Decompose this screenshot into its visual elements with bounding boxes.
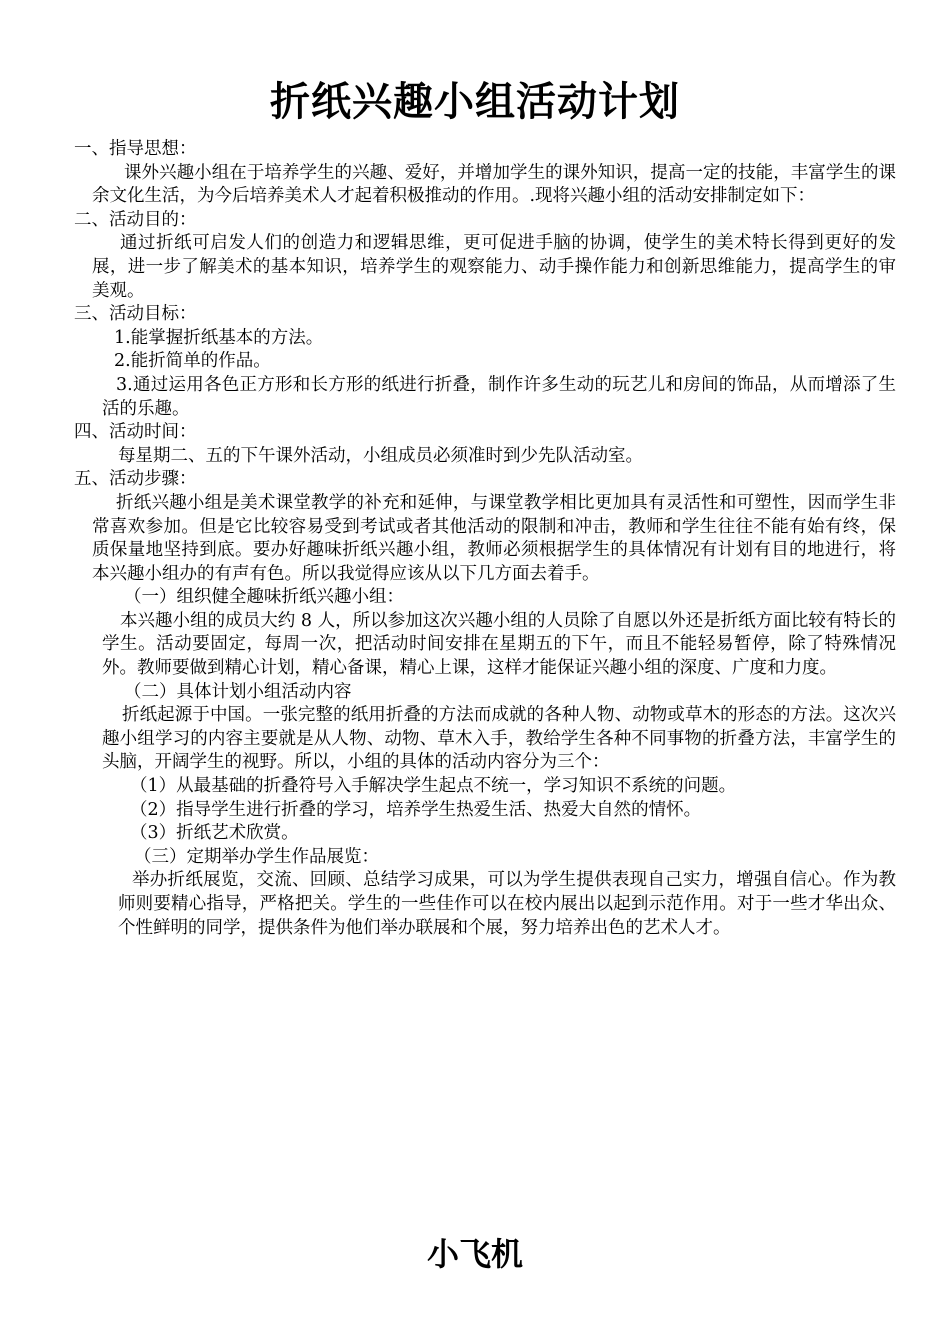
- goal-item-1: 1.能掌握折纸基本的方法。: [114, 327, 324, 348]
- section-heading-goals: 三、活动目标：: [74, 304, 197, 325]
- section-heading-steps: 五、活动步骤：: [74, 469, 197, 490]
- section-heading-guiding-idea: 一、指导思想：: [74, 139, 197, 159]
- goal-item-3: 3.通过运用各色正方形和长方形的纸进行折叠，制作许多生动的玩艺儿和房间的饰品，从而增添了生活的乐趣。: [102, 374, 896, 419]
- section-text-time: 每星期二、五的下午课外活动，小组成员必须准时到少先队活动室。: [118, 445, 643, 466]
- subsection-heading-organize: （一）组织健全趣味折纸兴趣小组：: [124, 587, 404, 608]
- subsection-heading-content: （二）具体计划小组活动内容: [124, 681, 352, 702]
- section-heading-time: 四、活动时间：: [74, 422, 197, 443]
- section-heading-purpose: 二、活动目的：: [74, 209, 197, 230]
- content-item-1: （1）从最基础的折叠符号入手解决学生起点不统一，学习知识不系统的问题。: [130, 776, 737, 797]
- document-title: 折纸兴趣小组活动计划: [270, 79, 680, 125]
- goal-item-2: 2.能折简单的作品。: [114, 351, 271, 372]
- subsection-text-content: 折纸起源于中国。一张完整的纸用折叠的方法而成就的各种人物、动物或草木的形态的方法。这次兴趣小组学习的内容主要就是从人物、动物、草木入手，教给学生各种不同事物的折叠方法，丰富学生的头脑，开阔学生的视野。所以，小组的具体的活动内容分为三个：: [102, 705, 896, 773]
- subsection-heading-exhibition: （三）定期举办学生作品展览：: [134, 846, 379, 867]
- content-item-2: （2）指导学生进行折叠的学习，培养学生热爱生活、热爱大自然的情怀。: [130, 799, 702, 820]
- subsection-text-organize: 本兴趣小组的成员大约 8 人，所以参加这次兴趣小组的人员除了自愿以外还是折纸方面比较有特长的学生。活动要固定，每周一次，把活动时间安排在星期五的下午，而且不能轻易暂停，除了特殊情况外。教师要做到精心计划，精心备课，精心上课，这样才能保证兴趣小组的深度、广度和力度。: [102, 610, 896, 679]
- document-body: [74, 138, 896, 940]
- section-text-steps: 折纸兴趣小组是美术课堂教学的补充和延伸，与课堂教学相比更加具有灵活性和可塑性，因而学生非常喜欢参加。但是它比较容易受到考试或者其他活动的限制和冲击，教师和学生往往不能有始有终，保质保量地坚持到底。要办好趣味折纸兴趣小组，教师必须根据学生的具体情况有计划有目的地进行，将本兴趣小组办的有声有色。所以我觉得应该从以下几方面去着手。: [92, 492, 896, 584]
- subsection-text-exhibition: 举办折纸展览，交流、回顾、总结学习成果，可以为学生提供表现自己实力，增强自信心。作为教师则要精心指导，严格把关。学生的一些佳作可以在校内展出以起到示范作用。对于一些才华出众、个性鲜明的同学，提供条件为他们举办联展和个展，努力培养出色的艺术人才。: [118, 870, 896, 938]
- section-text-guiding-idea: 课外兴趣小组在于培养学生的兴趣、爱好，并增加学生的课外知识，提高一定的技能，丰富学生的课余文化生活，为今后培养美术人才起着积极推动的作用。.现将兴趣小组的活动安排制定如下：: [92, 162, 896, 207]
- content-item-3: （3）折纸艺术欣赏。: [130, 823, 299, 844]
- section-text-purpose: 通过折纸可启发人们的创造力和逻辑思维，更可促进手脑的协调，使学生的美术特长得到更好的发展，进一步了解美术的基本知识，培养学生的观察能力、动手操作能力和创新思维能力，提高学生的审美观。: [92, 233, 896, 301]
- next-page-title: 小飞机: [426, 1235, 523, 1273]
